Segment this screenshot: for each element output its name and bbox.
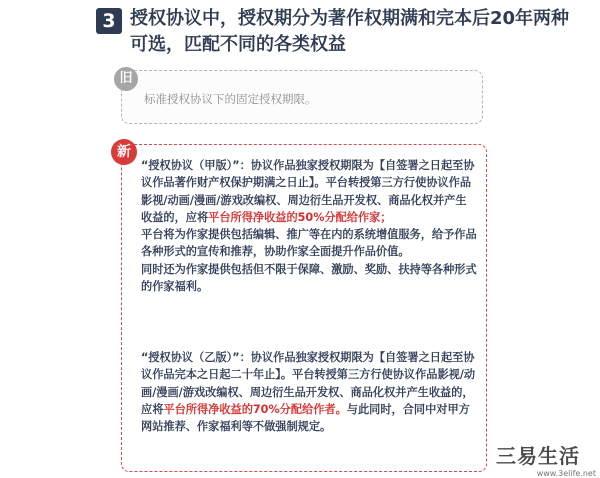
section-title: 授权协议中，授权期分为著作权期满和完本后20年两种可选，匹配不同的各类权益 bbox=[130, 8, 570, 55]
agreement-a-text2: 平台将为作家提供包括编辑、推广等在内的系统增值服务，给予作品各种形式的宣传和推荐，协助作家全面提升作品价值。 bbox=[141, 228, 477, 259]
watermark-url: www.3elife.net bbox=[536, 469, 596, 478]
agreement-b-highlight: 平台所得净收益的70%分配给作者。 bbox=[163, 402, 347, 416]
old-policy-text: 标准授权协议下的固定授权期限。 bbox=[144, 92, 317, 106]
section-number-badge: 3 bbox=[96, 8, 122, 34]
agreement-b-name: “授权协议（乙版）” bbox=[141, 351, 240, 364]
agreement-a-name: “授权协议（甲版）” bbox=[141, 159, 240, 172]
new-policy-box bbox=[117, 144, 487, 472]
old-tag-badge: 旧 bbox=[114, 67, 138, 91]
agreement-b-text1: ：协议作品独家授权期限为【自签署之日起至协议作品完本之日起二十年止】。平台转授第三方行使协议作品影视/动画/漫画/游戏改编权、周边衍生品开发权、商品化权并产生收益的，应将 bbox=[141, 351, 476, 416]
agreement-a-text3: 同时还为作家提供包括但不限于保障、激励、奖励、扶持等各种形式的作家福利。 bbox=[141, 262, 477, 294]
old-policy-box bbox=[121, 70, 483, 124]
agreement-a-text1: ：协议作品独家授权期限为【自签署之日起至协议作品著作财产权保护期满之日止】。平台转授第三方行使协议作品影视/动画/漫画/游戏改编权、周边衍生品开发权、商品化权并产生收益的，应将 bbox=[141, 159, 475, 224]
agreement-a-highlight: 平台所得净收益的50%分配给作家； bbox=[208, 210, 392, 224]
agreement-b-text2: 与此同时，合同中对甲方网站推荐、作家福利等不做强制规定。 bbox=[141, 402, 470, 434]
watermark-text: 三易生活 bbox=[496, 444, 580, 468]
watermark-logo bbox=[496, 440, 596, 478]
new-tag-badge: 新 bbox=[111, 139, 137, 165]
agreement-b-paragraph bbox=[141, 349, 477, 435]
agreement-a-paragraph bbox=[141, 157, 477, 295]
